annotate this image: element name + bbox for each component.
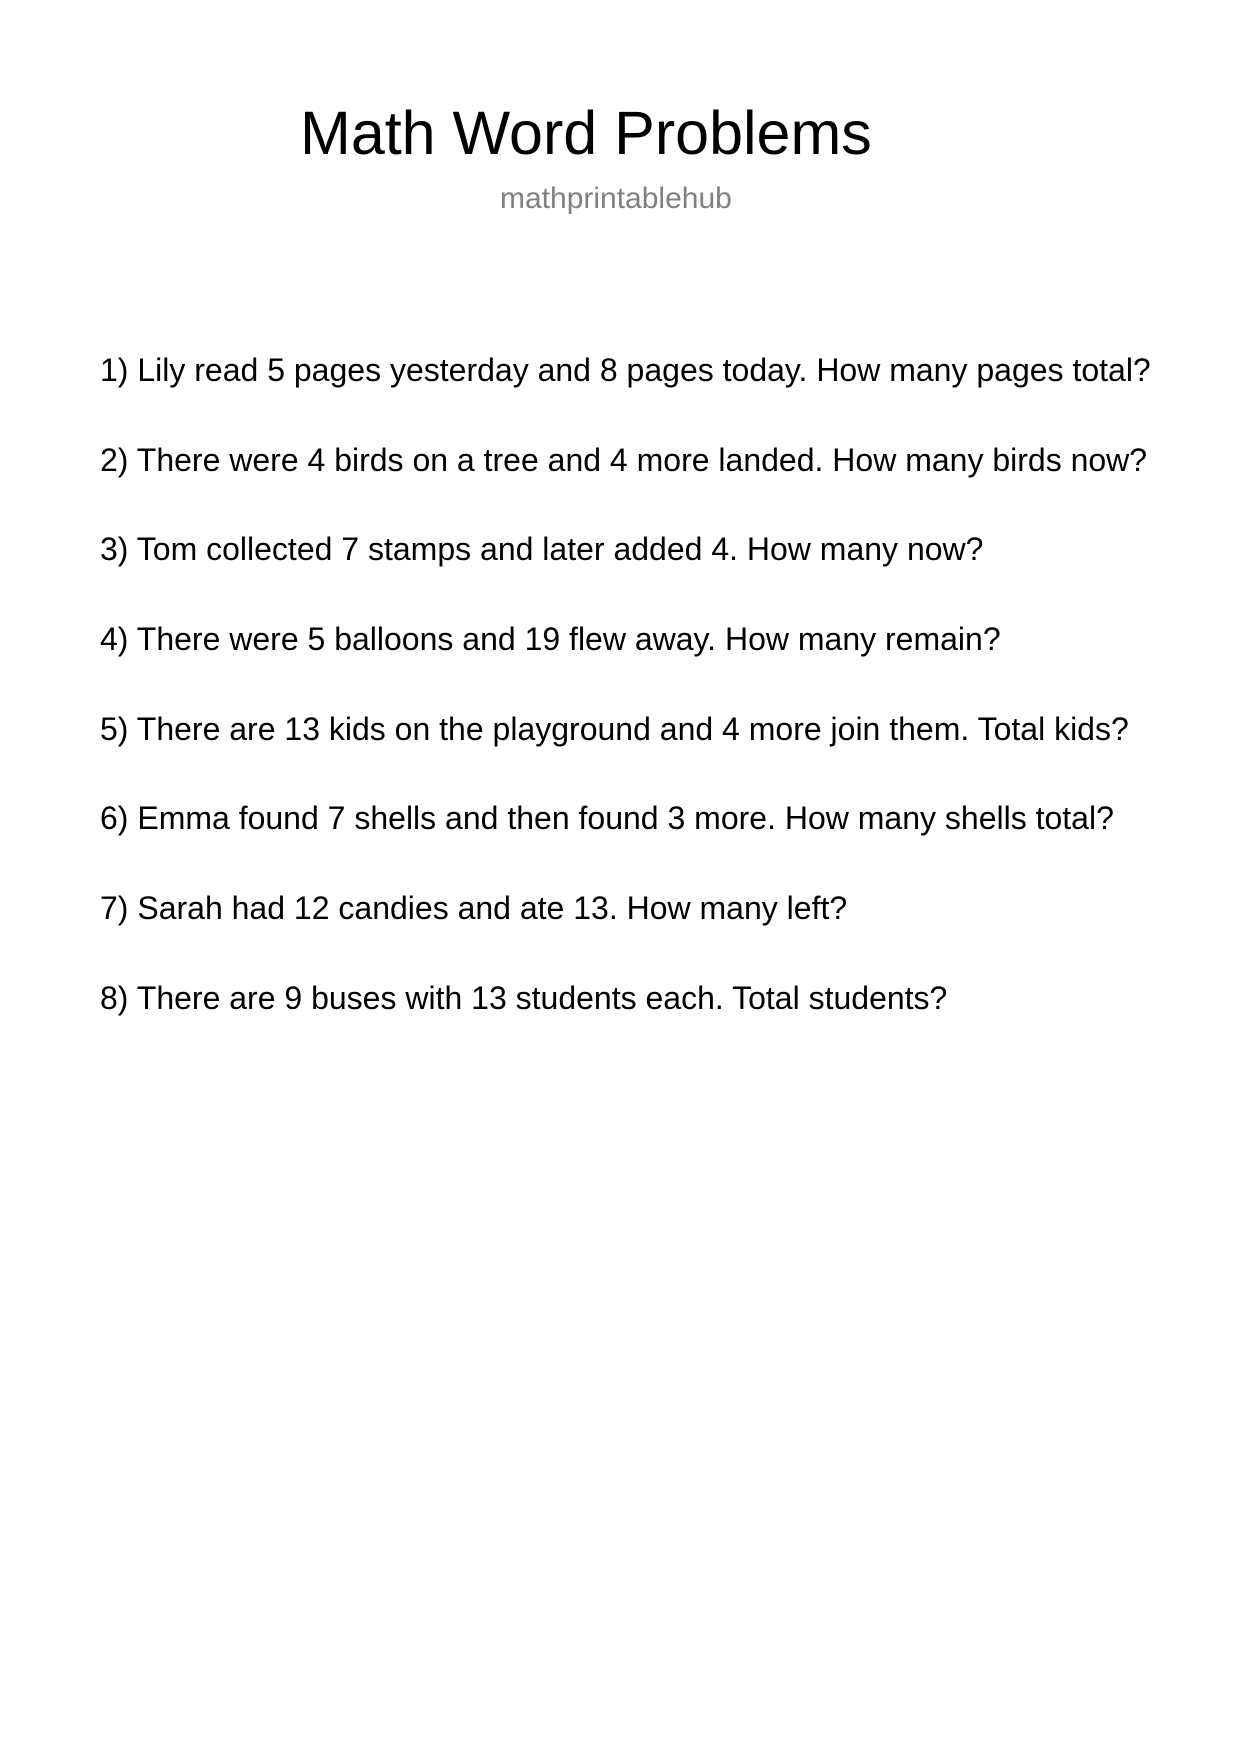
problem-6: 6) Emma found 7 shells and then found 3 more. How many shells total?	[100, 800, 1114, 837]
problem-list	[100, 350, 1151, 1068]
worksheet-title: Math Word Problems	[300, 99, 872, 167]
problem-2: 2) There were 4 birds on a tree and 4 more landed. How many birds now?	[100, 441, 1148, 478]
problem-5: 5) There are 13 kids on the playground and 4 more join them. Total kids?	[100, 710, 1129, 747]
worksheet-subtitle: mathprintablehub	[500, 182, 732, 215]
problem-3: 3) Tom collected 7 stamps and later added 4. How many now?	[100, 531, 984, 568]
problem-1: 1) Lily read 5 pages yesterday and 8 pages today. How many pages total?	[100, 352, 1151, 388]
problem-7: 7) Sarah had 12 candies and ate 13. How many left?	[100, 890, 848, 927]
problem-8: 8) There are 9 buses with 13 students each. Total students?	[100, 979, 948, 1016]
problem-4: 4) There were 5 balloons and 19 flew away. How many remain?	[100, 621, 1001, 658]
